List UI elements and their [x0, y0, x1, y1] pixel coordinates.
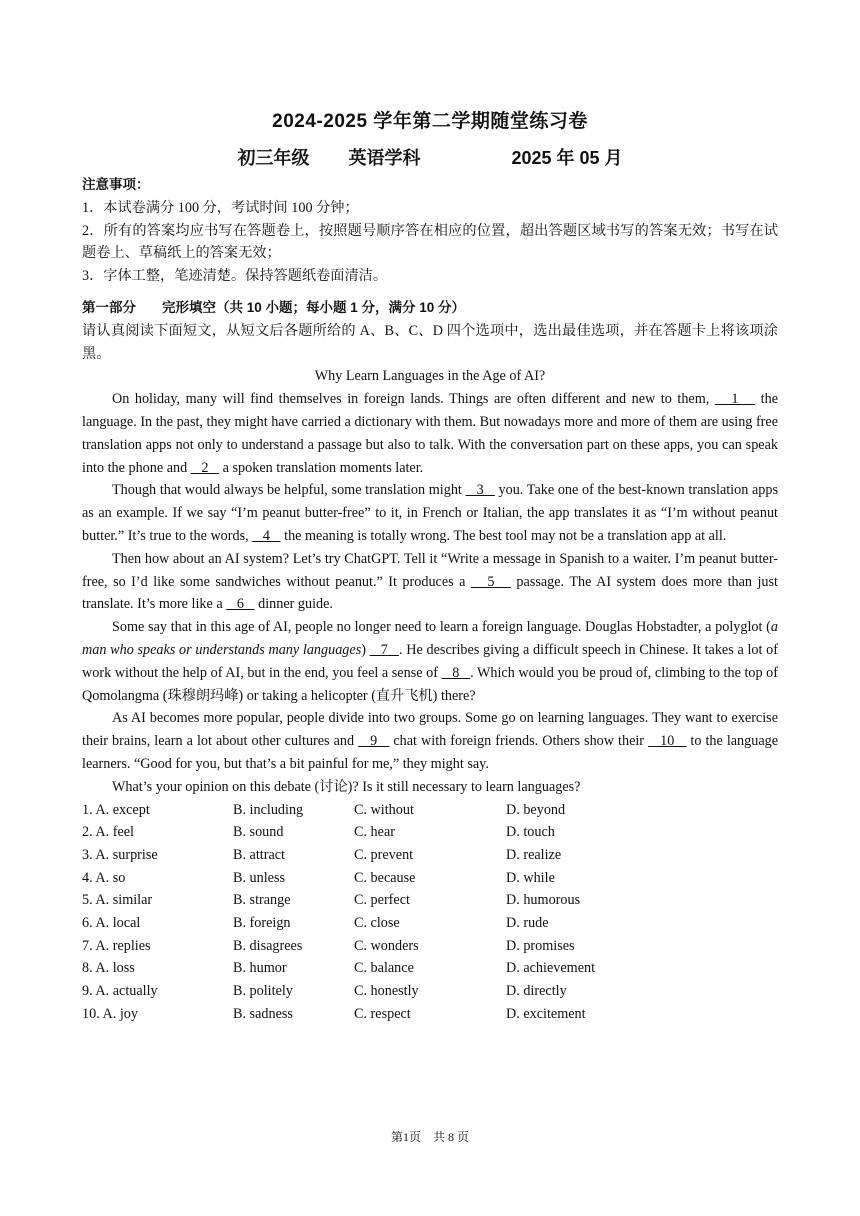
passage-paragraph: [82, 616, 778, 707]
option-choice: D. beyond: [506, 801, 566, 818]
option-choice: C. close: [354, 914, 400, 931]
option-choice: 1. A. except: [82, 801, 150, 818]
exam-subtitle: [0, 144, 860, 170]
option-row: [82, 799, 778, 822]
option-choice: C. without: [354, 801, 414, 818]
date-label: 2025 年 05 月: [511, 148, 623, 168]
option-choice: B. foreign: [233, 914, 291, 931]
note-item: 2．所有的答案均应书写在答题卷上，按照题号顺序答在相应的位置，超出答题区域书写的答案无效；书写在试题卷上、草稿纸上的答案无效；: [82, 222, 778, 262]
options-list: [82, 799, 778, 1026]
option-choice: B. disagrees: [233, 937, 303, 954]
note-item: 3．字体工整，笔迹清楚。保持答题纸卷面清洁。: [82, 268, 388, 285]
option-row: [82, 844, 778, 867]
note-item: 1．本试卷满分 100 分，考试时间 100 分钟；: [82, 199, 359, 216]
option-choice: D. rude: [506, 914, 549, 931]
option-choice: B. including: [233, 801, 304, 818]
answer-blank: 6: [226, 596, 255, 613]
part-label: 第一部分: [82, 299, 136, 315]
option-row: [82, 957, 778, 980]
option-choice: 9. A. actually: [82, 983, 158, 1000]
part-title: 完形填空（共 10 小题；每小题 1 分，满分 10 分）: [162, 299, 466, 315]
answer-blank: 8: [441, 664, 471, 681]
passage: [82, 388, 778, 798]
part-heading: [82, 297, 778, 320]
passage-text: you. Take one of the best-known translation apps as an example. If we say “I’m peanut butter-free” to it, in French or Italian, the app translates it as “I’m without peanut butter.” It’s true to the words,: [82, 482, 779, 544]
italic-text: a man who speaks or understands many languages: [82, 619, 778, 658]
passage-text: passage. The AI system does more than just translate. It’s more like a: [82, 573, 778, 613]
passage-text: As AI becomes more popular, people divide into two groups. Some go on learning languages. They want to exercise their brains, learn a lot about other cultures and: [82, 710, 778, 750]
option-choice: B. strange: [233, 892, 291, 909]
passage-text: Though that would always be helpful, some translation might: [112, 482, 466, 499]
option-choice: B. humor: [233, 960, 287, 977]
option-choice: B. sound: [233, 824, 284, 841]
option-choice: D. directly: [506, 983, 567, 1000]
option-choice: D. humorous: [506, 892, 581, 909]
option-row: [82, 980, 778, 1003]
answer-blank: 3: [465, 482, 495, 499]
answer-blank: 7: [369, 641, 400, 658]
option-choice: C. hear: [354, 824, 395, 841]
passage-text: the language. In the past, they might have carried a dictionary with them. But nowadays more and more of them are using free translation apps not only to understand a passage but also to talk. With the conversation part on these apps, you can speak into the phone and: [82, 391, 778, 476]
option-choice: D. promises: [506, 937, 575, 954]
option-choice: C. prevent: [354, 846, 414, 863]
passage-text: . He describes giving a difficult speech in Chinese. It takes a lot of work without the help of AI, but in the end, you feel a sense of: [82, 641, 778, 681]
notes-heading: 注意事项：: [82, 177, 150, 192]
answer-blank: 4: [252, 527, 281, 544]
option-choice: C. wonders: [354, 937, 419, 954]
exam-body: [82, 174, 778, 1025]
passage-text: Then how about an AI system? Let’s try ChatGPT. Tell it “Write a message in Spanish to a waiter. I’m peanut butter-free, so I’d like some sandwiches without peanut.” It produces a: [82, 550, 778, 590]
answer-blank: 10: [648, 733, 687, 750]
option-choice: D. realize: [506, 846, 562, 863]
passage-text: On holiday, many will find themselves in foreign lands. Things are often different and new to them,: [112, 391, 715, 408]
option-row: [82, 1003, 778, 1026]
option-row: [82, 935, 778, 958]
option-choice: 6. A. local: [82, 914, 141, 931]
passage-paragraph: [82, 776, 778, 799]
option-choice: D. achievement: [506, 960, 596, 977]
option-choice: B. politely: [233, 983, 293, 1000]
option-row: [82, 912, 778, 935]
subject-label: 英语学科: [348, 148, 421, 168]
option-choice: 10. A. joy: [82, 1005, 138, 1022]
passage-paragraph: [82, 388, 778, 479]
option-choice: 8. A. loss: [82, 960, 135, 977]
grade-label: 初三年级: [237, 148, 310, 168]
option-choice: 2. A. feel: [82, 824, 135, 841]
passage-text: Some say that in this age of AI, people no longer need to learn a foreign language. Douglas Hobstadter, a polyglot (: [112, 619, 771, 636]
option-choice: C. respect: [354, 1005, 411, 1022]
answer-blank: 9: [358, 733, 390, 750]
option-row: [82, 821, 778, 844]
part-instruction: 请认真阅读下面短文，从短文后各题所给的 A、B、C、D 四个选项中，选出最佳选项，并在答题卡上将该项涂黑。: [82, 322, 778, 362]
passage-text: a spoken translation moments later.: [219, 459, 424, 476]
passage-text: ): [361, 641, 370, 658]
passage-title: Why Learn Languages in the Age of AI?: [314, 368, 546, 385]
answer-blank: 2: [190, 459, 220, 476]
passage-text: dinner guide.: [254, 596, 333, 613]
answer-blank: 1: [714, 391, 756, 408]
option-row: [82, 889, 778, 912]
option-choice: D. touch: [506, 824, 555, 841]
option-choice: 7. A. replies: [82, 937, 151, 954]
passage-paragraph: [82, 479, 778, 547]
passage-text: the meaning is totally wrong. The best tool may not be a translation app at all.: [280, 527, 727, 544]
option-choice: 4. A. so: [82, 869, 126, 886]
option-choice: D. excitement: [506, 1005, 586, 1022]
passage-text: . Which would you be proud of, climbing to the top of Qomolangma (珠穆朗玛峰) or taking a helicopter (直升飞机) there?: [82, 664, 779, 704]
option-choice: B. sadness: [233, 1005, 293, 1022]
page-footer: 第1页 共 8 页: [390, 1130, 469, 1144]
option-choice: 3. A. surprise: [82, 846, 158, 863]
option-choice: B. attract: [233, 846, 285, 863]
option-choice: C. because: [354, 869, 416, 886]
exam-title: 2024-2025 学年第二学期随堂练习卷: [272, 111, 588, 132]
option-row: [82, 867, 778, 890]
passage-text: to the language learners. “Good for you, but that’s a bit painful for me,” they might say.: [82, 733, 779, 772]
option-choice: B. unless: [233, 869, 286, 886]
option-choice: C. honestly: [354, 983, 419, 1000]
passage-text: What’s your opinion on this debate (讨论)? Is it still necessary to learn languages?: [112, 778, 581, 795]
passage-text: chat with foreign friends. Others show their: [389, 733, 649, 750]
option-choice: C. perfect: [354, 892, 410, 909]
option-choice: 5. A. similar: [82, 892, 153, 909]
passage-paragraph: [82, 548, 778, 616]
option-choice: D. while: [506, 869, 555, 886]
passage-paragraph: [82, 707, 778, 775]
answer-blank: 5: [470, 573, 511, 590]
option-choice: C. balance: [354, 960, 414, 977]
